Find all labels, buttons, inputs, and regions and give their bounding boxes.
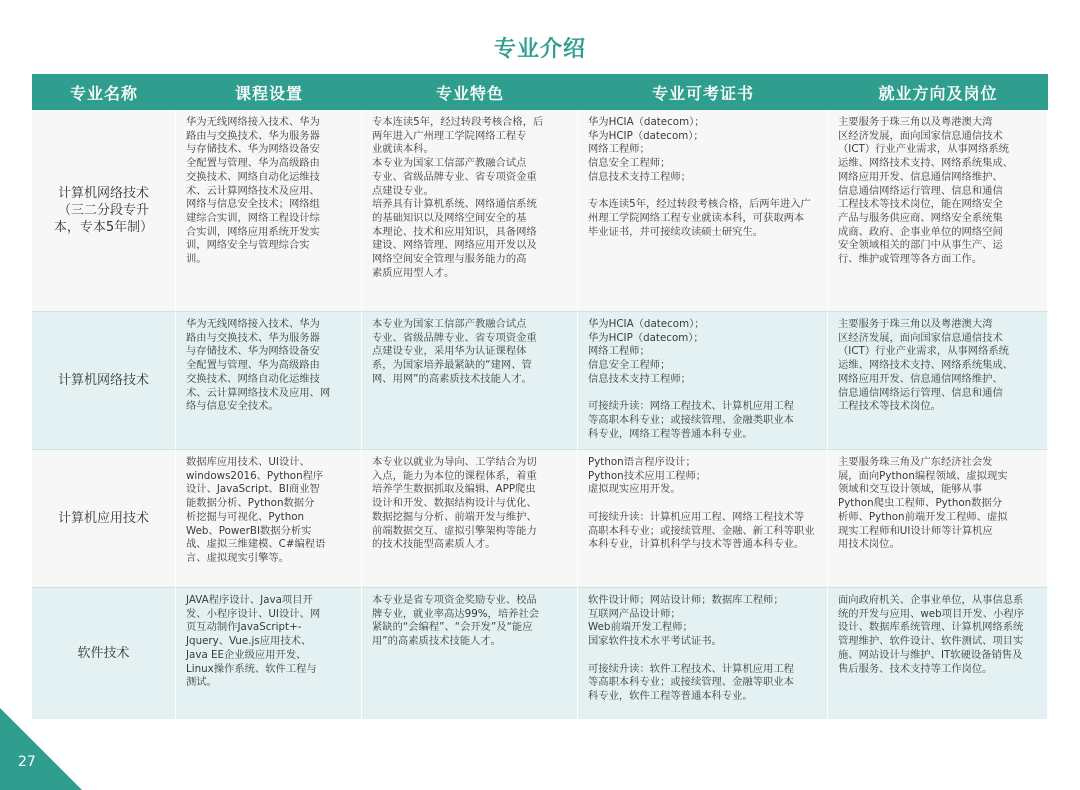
career-cell: 主要服务于珠三角以及粤港澳大湾 区经济发展，面向国家信息通信技术 （ICT）行业产业需求，从事网络系统 运维、网络技术支持、网络系统集成、 网络应用开发、信息通信网络维护、 信息通信网络运行管理、信息和通信 工程技术等技术岗位，能在网络安全 产品与服务供应商、网络安全系统集 成商、政府、企事业单位的网络空间 安全领域相关的部门中从事生产、运 行、维护或管理等各方面工作。 (828, 110, 1048, 311)
features-cell: 本专业是省专项资金奖励专业、校品 牌专业，就业率高达99%，培养社会 紧缺的“会编程”、“会开发”及“能应 用”的高素质技术技能人才。 (362, 587, 578, 719)
program-table (32, 74, 1048, 719)
courses-cell: 华为无线网络接入技术、华为 路由与交换技术、华为服务器 与存储技术、华为网络设备安 全配置与管理、华为高级路由 交换技术、网络自动化运维技 术、云计算网络技术及应用、 网络与信息安全技术；网络组 建综合实训，网络工程设计综 合实训，网络应用系统开发实 训，网络安全与管理综合实 训。 (176, 110, 362, 311)
program-name: 计算机网络技术 （三二分段专升 本，专本5年制） (32, 110, 176, 311)
career-cell: 面向政府机关、企事业单位，从事信息系 统的开发与应用、web项目开发、小程序 设计、数据库系统管理、计算机网络系统 管理维护、软件设计、软件测试、项目实 施、网站设计与维护、IT软硬设备销售及 售后服务、技术支持等工作岗位。 (828, 587, 1048, 719)
page-title: 专业介绍 (493, 37, 586, 62)
header-features: 专业特色 (362, 74, 578, 110)
courses-cell: 华为无线网络接入技术、华为 路由与交换技术、华为服务器 与存储技术、华为网络设备安 全配置与管理、华为高级路由 交换技术、网络自动化运维技 术、云计算网络技术及应用、网 络与信息安全技术。 (176, 311, 362, 449)
career-cell: 主要服务珠三角及广东经济社会发 展，面向Python编程领域、虚拟现实 领域和交互设计领域，能够从事 Python爬虫工程师、Python数据分 析师、Python前端开发工程师、虚拟 现实工程师和UI设计师等计算机应 用技术岗位。 (828, 449, 1048, 587)
features-cell: 本专业以就业为导向、工学结合为切 入点，能力为本位的课程体系，着重 培养学生数据抓取及编辑、APP爬虫 设计和开发、数据结构设计与优化、 数据挖掘与分析、前端开发与维护、 前端数据交互、虚拟引擎架构等能力 的技术技能型高素质人才。 (362, 449, 578, 587)
features-cell: 专本连读5年，经过转段考核合格，后 两年进入广州理工学院网络工程专 业就读本科。 本专业为国家工信部产教融合试点 专业、省级品牌专业、省专项资金重 点建设专业。 培养具有计算机系统、网络通信系统 的基础知识以及网络空间安全的基 本理论、技术和应用知识，具备网络 建设、网络管理、网络应用开发以及 网络空间安全管理与服务能力的高 素质应用型人才。 (362, 110, 578, 311)
header-certificates: 专业可考证书 (578, 74, 828, 110)
header-courses: 课程设置 (176, 74, 362, 110)
header-program-name: 专业名称 (32, 74, 176, 110)
corner-decoration (0, 708, 82, 790)
header-career: 就业方向及岗位 (828, 74, 1048, 110)
certificates-cell: 华为HCIA（datecom）； 华为HCIP（datecom）； 网络工程师； 信息安全工程师； 信息技术支持工程师； 专本连读5年，经过转段考核合格，后两年进入广 州理工学院网络工程专业就读本科，可获取两本 毕业证书，并可接续攻读硕士研究生。 (578, 110, 828, 311)
program-name: 计算机应用技术 (32, 449, 176, 587)
certificates-cell: 华为HCIA（datecom）； 华为HCIP（datecom）； 网络工程师； 信息安全工程师； 信息技术支持工程师； 可接续升读：网络工程技术、计算机应用工程 等高职本科专业；或接续管理、金融类职业本 科专业，网络工程等普通本科专业。 (578, 311, 828, 449)
page-number: 27 (18, 754, 36, 770)
program-name: 计算机网络技术 (32, 311, 176, 449)
career-cell: 主要服务于珠三角以及粤港澳大湾 区经济发展，面向国家信息通信技术 （ICT）行业产业需求，从事网络系统 运维、网络技术支持、网络系统集成、 网络应用开发、信息通信网络维护、 信息通信网络运行管理、信息和通信 工程技术等技术岗位。 (828, 311, 1048, 449)
features-cell: 本专业为国家工信部产教融合试点 专业、省级品牌专业、省专项资金重 点建设专业，采用华为认证课程体 系，为国家培养最紧缺的“建网、管 网、用网”的高素质技术技能人才。 (362, 311, 578, 449)
certificates-cell: Python语言程序设计； Python技术应用工程师； 虚拟现实应用开发。 可接续升读：计算机应用工程、网络工程技术等 高职本科专业；或接续管理、金融、新工科等职业 本科专业，计算机科学与技术等普通本科专业。 (578, 449, 828, 587)
courses-cell: JAVA程序设计、Java项目开 发、小程序设计、UI设计、网 页互动制作JavaScript+- Jquery、Vue.js应用技术、 Java EE企业级应用开发、 Linux操作系统、软件工程与 测试。 (176, 587, 362, 719)
certificates-cell: 软件设计师；网站设计师；数据库工程师； 互联网产品设计师； Web前端开发工程师； 国家软件技术水平考试证书。 可接续升读：软件工程技术、计算机应用工程 等高职本科专业；或接续管理、金融等职业本 科专业，软件工程等普通本科专业。 (578, 587, 828, 719)
program-name: 软件技术 (32, 587, 176, 719)
courses-cell: 数据库应用技术、UI设计、 windows2016、Python程序 设计、JavaScript、BI商业智 能数据分析、Python数据分 析挖掘与可视化、Python Web、PowerBI数据分析实 战、虚拟三维建模、C#编程语 言、虚拟现实引擎等。 (176, 449, 362, 587)
